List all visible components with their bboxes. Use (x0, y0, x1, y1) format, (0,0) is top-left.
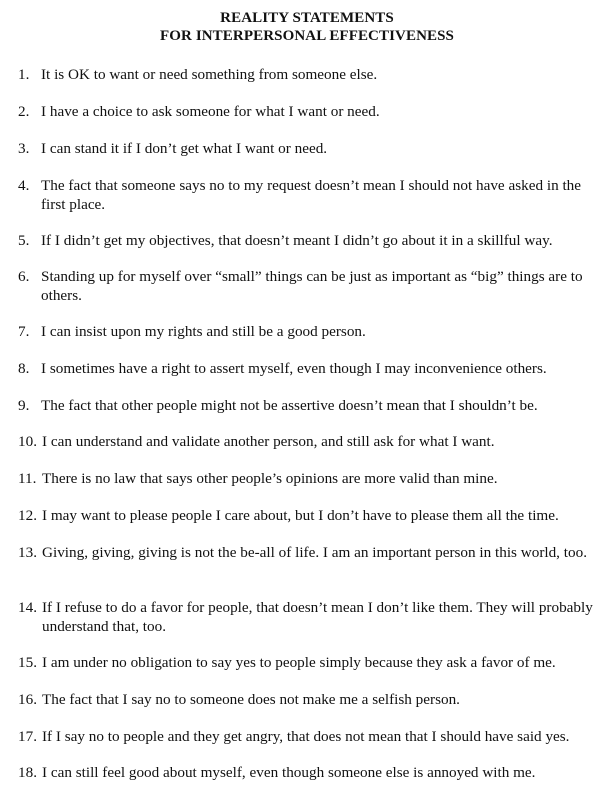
statement-item-8 (18, 359, 608, 378)
statement-text: The fact that someone says no to my request doesn’t mean I should not have asked in the first place. (41, 177, 582, 213)
statement-text: I have a choice to ask someone for what I want or need. (41, 103, 380, 120)
statement-text: I can understand and validate another person, and still ask for what I want. (42, 433, 495, 450)
statement-item-14 (18, 598, 608, 636)
statement-item-9 (18, 396, 608, 415)
statement-number: 18. (18, 764, 37, 781)
statement-number: 13. (18, 544, 37, 561)
title-line-2: FOR INTERPERSONAL EFFECTIVENESS (160, 28, 454, 44)
statement-text: The fact that I say no to someone does not make me a selfish person. (42, 691, 460, 708)
statement-item-13 (18, 543, 608, 562)
statement-text: I am under no obligation to say yes to people simply because they ask a favor of me. (42, 654, 556, 671)
statement-item-1 (18, 65, 608, 84)
statement-item-12 (18, 506, 608, 525)
statement-number: 14. (18, 599, 37, 616)
statement-number: 9. (18, 397, 30, 414)
page-title (0, 9, 614, 45)
statement-text: There is no law that says other people’s opinions are more valid than mine. (42, 470, 498, 487)
statement-text: Standing up for myself over “small” things can be just as important as “big” things are to others. (41, 268, 583, 304)
statement-text: It is OK to want or need something from someone else. (41, 66, 378, 83)
statement-number: 5. (18, 232, 30, 249)
statement-text: I may want to please people I care about, but I don’t have to please them all the time. (42, 507, 559, 524)
statement-text: Giving, giving, giving is not the be-all of life. I am an important person in this world, too. (42, 544, 587, 561)
statement-number: 11. (18, 470, 37, 487)
statement-item-4 (18, 176, 608, 214)
statement-number: 6. (18, 268, 30, 285)
statement-item-15 (18, 653, 608, 672)
statement-text: I can insist upon my rights and still be a good person. (41, 323, 366, 340)
statement-text: I can stand it if I don’t get what I want or need. (41, 140, 328, 157)
statement-item-3 (18, 139, 608, 158)
statement-item-17 (18, 727, 608, 746)
statement-number: 7. (18, 323, 30, 340)
statement-text: If I say no to people and they get angry, that does not mean that I should have said yes. (42, 728, 570, 745)
statement-item-10 (18, 432, 608, 451)
statement-item-7 (18, 322, 608, 341)
statement-text: I can still feel good about myself, even though someone else is annoyed with me. (42, 764, 536, 781)
statement-number: 10. (18, 433, 37, 450)
statement-item-16 (18, 690, 608, 709)
statement-number: 3. (18, 140, 30, 157)
statement-number: 15. (18, 654, 37, 671)
statement-number: 17. (18, 728, 37, 745)
statement-text: The fact that other people might not be assertive doesn’t mean that I shouldn’t be. (41, 397, 538, 414)
statement-item-11 (18, 469, 608, 488)
statement-number: 1. (18, 66, 30, 83)
statement-number: 2. (18, 103, 30, 120)
statement-item-18 (18, 763, 608, 782)
statement-number: 16. (18, 691, 37, 708)
statement-item-6 (18, 267, 608, 305)
statement-number: 12. (18, 507, 37, 524)
title-line-1: REALITY STATEMENTS (220, 10, 394, 26)
statement-number: 4. (18, 177, 30, 194)
statement-text: If I refuse to do a favor for people, that doesn’t mean I don’t like them. They will probably understand that, too. (42, 599, 593, 635)
statement-text: I sometimes have a right to assert myself, even though I may inconvenience others. (41, 360, 547, 377)
statement-item-5 (18, 231, 608, 250)
statement-text: If I didn’t get my objectives, that doesn’t meant I didn’t go about it in a skillful way. (41, 232, 553, 249)
statement-number: 8. (18, 360, 30, 377)
statement-item-2 (18, 102, 608, 121)
